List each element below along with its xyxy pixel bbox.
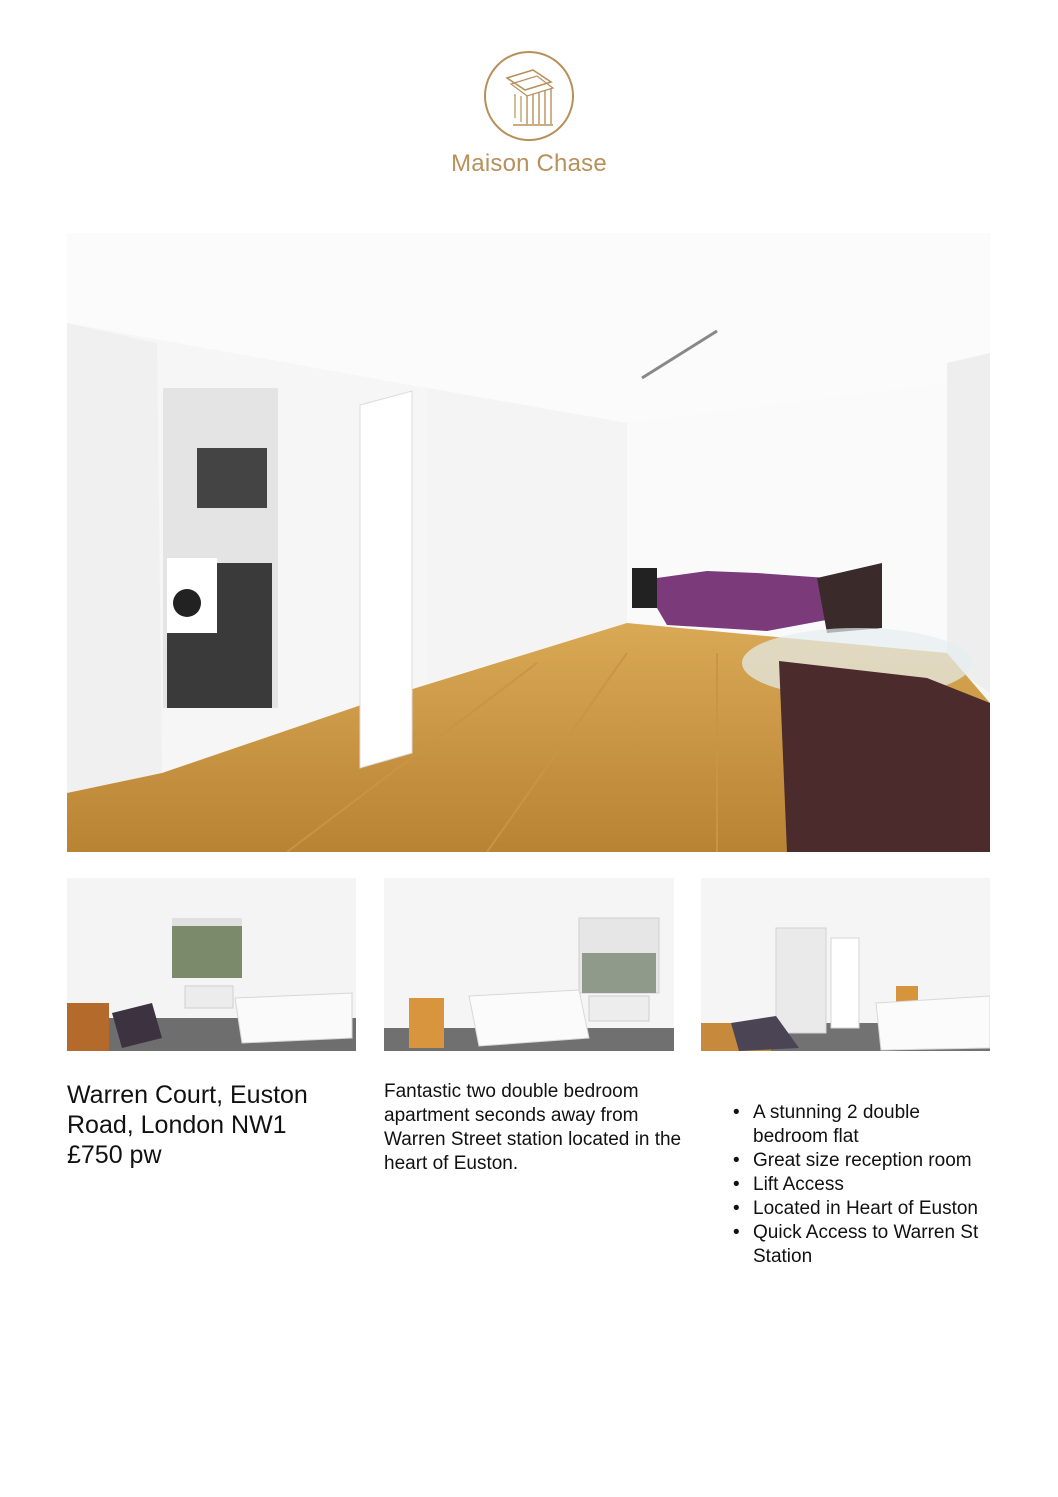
bedroom-3-photo (701, 878, 990, 1051)
bedroom-2-photo (384, 878, 674, 1051)
property-address (67, 1080, 357, 1170)
address-line-2: Road, London NW1 (67, 1111, 287, 1139)
living-room-photo (67, 233, 990, 852)
feature-item: • Great size reception room (733, 1149, 993, 1173)
columns-emblem-icon (481, 48, 577, 144)
feature-item: • Located in Heart of Euston (733, 1197, 993, 1221)
bedroom-1-photo (67, 878, 356, 1051)
feature-list (733, 1101, 993, 1269)
property-description: Fantastic two double bedroom apartment seconds away from Warren Street station located in the heart of Euston. (384, 1081, 682, 1174)
feature-item: • Quick Access to Warren St Station (733, 1221, 993, 1269)
address-line-1: Warren Court, Euston (67, 1081, 308, 1109)
feature-item: • Lift Access (733, 1173, 993, 1197)
brand-name: Maison Chase (451, 150, 607, 177)
feature-item: • A stunning 2 double bedroom flat (733, 1101, 993, 1149)
brand-logo (451, 48, 607, 178)
price: £750 pw (67, 1141, 162, 1169)
